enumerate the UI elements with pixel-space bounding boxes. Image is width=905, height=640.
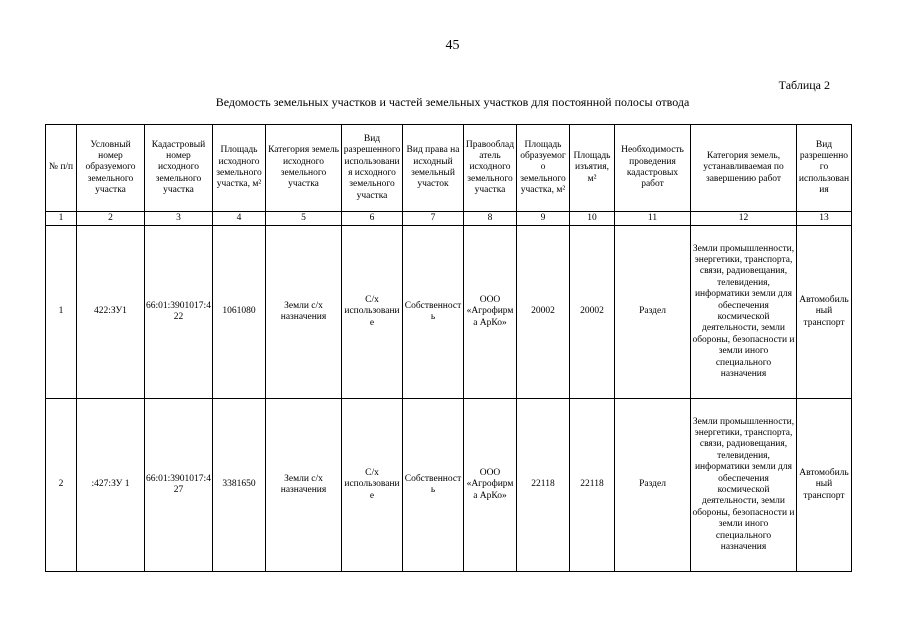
table-row (46, 226, 852, 399)
column-number: 10 (570, 212, 615, 226)
right-type-cell: Собственность (403, 399, 464, 572)
table-row (46, 399, 852, 572)
land-plots-table (45, 124, 852, 572)
header-cell: Вид разрешенного использования исходного земельного участка (342, 125, 403, 212)
column-number: 13 (797, 212, 852, 226)
column-number: 3 (145, 212, 213, 226)
header-cell: № п/п (46, 125, 77, 212)
document-title: Ведомость земельных участков и частей земельных участков для постоянной полосы отвода (215, 95, 690, 109)
header-cell: Условный номер образуемого земельного участка (77, 125, 145, 212)
owner-cell: ООО «Агрофирма АрКо» (464, 399, 517, 572)
row-number-cell: 2 (46, 399, 77, 572)
source-use-cell: С/х использование (342, 399, 403, 572)
table-header-row (46, 125, 852, 212)
withdrawal-area-cell: 20002 (570, 226, 615, 399)
column-number: 7 (403, 212, 464, 226)
source-area-cell: 3381650 (213, 399, 266, 572)
source-category-cell: Земли с/х назначения (266, 399, 342, 572)
cadastral-works-cell: Раздел (615, 226, 691, 399)
source-use-cell: С/х использование (342, 226, 403, 399)
right-type-cell: Собственность (403, 226, 464, 399)
permitted-use-cell: Автомобильный транспорт (797, 399, 852, 572)
column-number: 8 (464, 212, 517, 226)
header-cell: Кадастровый номер исходного земельного участка (145, 125, 213, 212)
cadastral-number-cell: 66:01:3901017:422 (145, 226, 213, 399)
cadastral-works-cell: Раздел (615, 399, 691, 572)
column-number-row (46, 212, 852, 226)
permitted-use-cell: Автомобильный транспорт (797, 226, 852, 399)
source-area-cell: 1061080 (213, 226, 266, 399)
owner-cell: ООО «Агрофирма АрКо» (464, 226, 517, 399)
column-number: 1 (46, 212, 77, 226)
header-cell: Площадь исходного земельного участка, м² (213, 125, 266, 212)
withdrawal-area-cell: 22118 (570, 399, 615, 572)
column-number: 2 (77, 212, 145, 226)
header-cell: Категория земель исходного земельного участка (266, 125, 342, 212)
column-number: 9 (517, 212, 570, 226)
header-cell: Категория земель, устанавливаемая по завершению работ (691, 125, 797, 212)
column-number: 5 (266, 212, 342, 226)
header-cell: Правообладатель исходного земельного участка (464, 125, 517, 212)
column-number: 12 (691, 212, 797, 226)
final-category-cell: Земли промышленности, энергетики, транспорта, связи, радиовещания, телевидения, информатики земли для обеспечения космической деятельности, земли обороны, безопасности и земли иного специального назначения (691, 399, 797, 572)
header-cell: Площадь образуемого земельного участка, м² (517, 125, 570, 212)
column-number: 6 (342, 212, 403, 226)
header-cell: Площадь изъятия, м² (570, 125, 615, 212)
table-label: Таблица 2 (778, 78, 830, 92)
header-cell: Вид права на исходный земельный участок (403, 125, 464, 212)
column-number: 4 (213, 212, 266, 226)
formed-area-cell: 22118 (517, 399, 570, 572)
formed-area-cell: 20002 (517, 226, 570, 399)
header-cell: Необходимость проведения кадастровых работ (615, 125, 691, 212)
source-category-cell: Земли с/х назначения (266, 226, 342, 399)
column-number: 11 (615, 212, 691, 226)
final-category-cell: Земли промышленности, энергетики, транспорта, связи, радиовещания, телевидения, информатики земли для обеспечения космической деятельности, земли обороны, безопасности и земли иного специального назначения (691, 226, 797, 399)
conditional-number-cell: :427:ЗУ 1 (77, 399, 145, 572)
row-number-cell: 1 (46, 226, 77, 399)
header-cell: Вид разрешенного использования (797, 125, 852, 212)
page-number: 45 (445, 38, 460, 53)
conditional-number-cell: 422:ЗУ1 (77, 226, 145, 399)
cadastral-number-cell: 66:01:3901017:427 (145, 399, 213, 572)
